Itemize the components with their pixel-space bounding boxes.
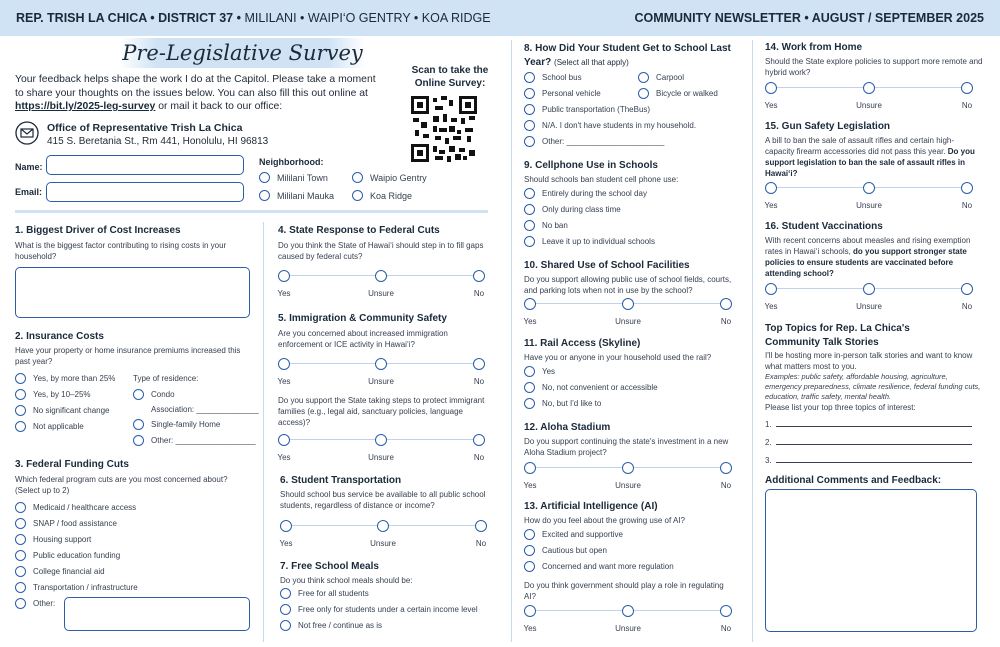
radio-icon <box>524 561 535 572</box>
scale-no[interactable] <box>720 605 732 617</box>
scale-yes-label: Yes <box>764 302 778 311</box>
q3-option[interactable]: College financial aid <box>15 566 105 577</box>
scale-no-label: No <box>961 201 973 210</box>
radio-icon <box>280 604 291 615</box>
scale-yes-label: Yes <box>277 289 291 298</box>
scale-unsure[interactable] <box>863 182 875 194</box>
q11-text: Have you or anyone in your household used the rail? <box>524 353 712 362</box>
scale-no[interactable] <box>720 298 732 310</box>
q1-answer-box[interactable] <box>15 267 250 318</box>
scale-no-label: No <box>720 624 732 633</box>
scale-no[interactable] <box>961 283 973 295</box>
radio-icon <box>133 389 144 400</box>
q2-text: Have your property or home insurance premiums increased this past year? <box>15 346 241 366</box>
q13-option[interactable]: Cautious but open <box>524 545 607 556</box>
scale-no-label: No <box>475 539 487 548</box>
q3-option[interactable]: Public education funding <box>15 550 120 561</box>
q10-scale <box>524 298 732 332</box>
scale-no-label: No <box>473 453 485 462</box>
q8-title: 8. How Did Your Student Get to School Last Year? (Select all that apply) <box>524 43 731 68</box>
scale-unsure-label: Unsure <box>368 453 394 462</box>
residence-association: Association: ______________ <box>151 405 259 414</box>
radio-icon <box>524 236 535 247</box>
topic-line-2[interactable]: 2. <box>765 437 972 448</box>
mail-icon <box>15 121 39 145</box>
scale-unsure-label: Unsure <box>615 481 641 490</box>
q3-option[interactable]: SNAP / food assistance <box>15 518 117 529</box>
q16-text: With recent concerns about measles and rising exemption rates in Hawai‘i schools, do you support stronger state policies to ensure students are vaccinated before attending school? <box>765 236 971 278</box>
q10-text: Do you support allowing public use of school fields, courts, and parking lots when not in use by the school? <box>524 275 732 295</box>
q4-text: Do you think the State of Hawai‘i should step in to fill gaps caused by federal cuts? <box>278 241 484 261</box>
scale-unsure[interactable] <box>377 520 389 532</box>
scale-unsure[interactable] <box>622 605 634 617</box>
scale-unsure[interactable] <box>375 434 387 446</box>
radio-icon <box>524 72 535 83</box>
scale-yes-label: Yes <box>523 481 537 490</box>
q2-option[interactable]: Yes, by 10–25% <box>15 389 91 400</box>
radio-icon <box>15 421 26 432</box>
q5-text: Are you concerned about increased immigration enforcement or ICE activity in Hawai‘i? <box>278 329 448 349</box>
scale-yes-label: Yes <box>279 539 293 548</box>
neighborhood-mililani-town[interactable]: Mililani Town <box>259 172 328 183</box>
q12-scale <box>524 462 732 496</box>
radio-icon <box>524 398 535 409</box>
scale-no-label: No <box>961 101 973 110</box>
q11-option[interactable]: No, but I'd like to <box>524 398 601 409</box>
q14-text: Should the State explore policies to support more remote and hybrid work? <box>765 57 983 77</box>
q3-option[interactable]: Transportation / infrastructure <box>15 582 138 593</box>
intro-paragraph: Your feedback helps shape the work I do at the Capitol. Please take a moment to share your thoughts on the issues below. You can also fill this out online at https://bit.ly/2025-leg-survey or mail it back to our office: <box>15 74 376 112</box>
scale-no-label: No <box>961 302 973 311</box>
q5-title: 5. Immigration & Community Safety <box>278 313 447 324</box>
q16-title: 16. Student Vaccinations <box>765 221 883 232</box>
newsletter-banner <box>0 0 1000 36</box>
q3-text: Which federal program cuts are you most concerned about? (Select up to 2) <box>15 475 228 495</box>
scale-unsure[interactable] <box>622 462 634 474</box>
q2-option[interactable]: Not applicable <box>15 421 84 432</box>
survey-script-title: Pre-Legislative Survey <box>120 38 365 68</box>
topics-text: I'll be hosting more in-person talk stories and want to know what matters most to you. <box>765 351 973 371</box>
scale-yes[interactable] <box>524 462 536 474</box>
scale-no[interactable] <box>473 270 485 282</box>
scale-unsure-label: Unsure <box>615 317 641 326</box>
column-divider <box>263 222 264 642</box>
column-divider <box>511 40 512 642</box>
scale-yes-label: Yes <box>764 101 778 110</box>
q13-title: 13. Artificial Intelligence (AI) <box>524 501 658 512</box>
q5-scale <box>278 358 485 392</box>
scale-yes[interactable] <box>524 605 536 617</box>
q7-title: 7. Free School Meals <box>280 561 379 572</box>
q2-title: 2. Insurance Costs <box>15 331 104 342</box>
q7-option[interactable]: Not free / continue as is <box>280 620 382 631</box>
comments-title: Additional Comments and Feedback: <box>765 475 942 486</box>
scale-no-label: No <box>473 289 485 298</box>
radio-icon <box>133 419 144 430</box>
scale-yes-label: Yes <box>764 201 778 210</box>
residence-label: Type of residence: <box>133 374 199 383</box>
scale-unsure-label: Unsure <box>856 201 882 210</box>
neighborhood-label: Neighborhood: <box>259 157 324 167</box>
scale-unsure[interactable] <box>622 298 634 310</box>
neighborhood-koa-ridge[interactable]: Koa Ridge <box>352 190 412 201</box>
residence-other[interactable]: Other: __________________ <box>133 435 256 446</box>
scale-yes[interactable] <box>765 283 777 295</box>
topics-instruction: Please list your top three topics of interest: <box>765 403 916 412</box>
q7-option[interactable]: Free only for students under a certain income level <box>280 604 478 615</box>
q11-title: 11. Rail Access (Skyline) <box>524 338 641 349</box>
comments-box[interactable] <box>765 489 977 632</box>
q13-scale <box>524 605 732 639</box>
qr-label: Scan to take the Online Survey: <box>411 65 489 89</box>
scale-unsure[interactable] <box>375 270 387 282</box>
q13-option[interactable]: Concerned and want more regulation <box>524 561 674 572</box>
q14-title: 14. Work from Home <box>765 42 863 53</box>
radio-icon <box>15 502 26 513</box>
q6-scale <box>280 520 487 554</box>
scale-no[interactable] <box>473 358 485 370</box>
section-divider <box>15 210 488 213</box>
radio-icon <box>638 72 649 83</box>
scale-no[interactable] <box>720 462 732 474</box>
scale-no-label: No <box>473 377 485 386</box>
radio-icon <box>15 518 26 529</box>
scale-yes[interactable] <box>765 182 777 194</box>
q12-text: Do you support continuing the state's investment in a new Aloha Stadium project? <box>524 437 729 457</box>
radio-icon <box>259 190 270 201</box>
banner-left: REP. TRISH LA CHICA • DISTRICT 37 • MILILANI • WAIPI‘O GENTRY • KOA RIDGE <box>16 11 491 25</box>
q11-option[interactable]: No, not convenient or accessible <box>524 382 658 393</box>
radio-icon <box>524 545 535 556</box>
q3-title: 3. Federal Funding Cuts <box>15 459 129 470</box>
radio-icon <box>133 435 144 446</box>
scale-unsure-label: Unsure <box>370 539 396 548</box>
radio-icon <box>15 534 26 545</box>
residence-condo[interactable]: Condo <box>133 389 175 400</box>
radio-icon <box>280 588 291 599</box>
radio-icon <box>15 550 26 561</box>
banner-right: COMMUNITY NEWSLETTER • AUGUST / SEPTEMBER 2025 <box>634 11 984 25</box>
office-name: Office of Representative Trish La Chica <box>47 122 243 134</box>
scale-unsure[interactable] <box>863 283 875 295</box>
q5-scale2 <box>278 434 485 468</box>
scale-yes-label: Yes <box>523 317 537 326</box>
q16-scale <box>765 283 973 317</box>
q6-title: 6. Student Transportation <box>280 475 402 486</box>
email-input[interactable] <box>46 182 244 202</box>
radio-icon <box>352 172 363 183</box>
q3-other-input[interactable] <box>64 597 250 631</box>
topic-line-1[interactable]: 1. <box>765 419 972 430</box>
scale-no[interactable] <box>473 434 485 446</box>
q15-title: 15. Gun Safety Legislation <box>765 121 891 132</box>
q5-text2: Do you support the State taking steps to protect immigrant families (e.g., legal aid, sanctuary policies, language access)? <box>278 396 485 427</box>
radio-icon <box>524 136 535 147</box>
scale-no-label: No <box>720 481 732 490</box>
q12-title: 12. Aloha Stadium <box>524 422 611 433</box>
q4-title: 4. State Response to Federal Cuts <box>278 225 440 236</box>
q3-option[interactable]: Housing support <box>15 534 91 545</box>
scale-unsure-label: Unsure <box>368 377 394 386</box>
scale-no[interactable] <box>961 182 973 194</box>
radio-icon <box>15 566 26 577</box>
q9-option[interactable]: Leave it up to individual schools <box>524 236 655 247</box>
q9-text: Should schools ban student cell phone use: <box>524 175 679 184</box>
scale-yes[interactable] <box>278 270 290 282</box>
radio-icon <box>524 382 535 393</box>
q4-scale <box>278 270 485 304</box>
scale-yes[interactable] <box>278 358 290 370</box>
radio-icon <box>15 405 26 416</box>
scale-unsure[interactable] <box>375 358 387 370</box>
q13-text: How do you feel about the growing use of AI? <box>524 516 685 525</box>
q3-option-other[interactable]: Other: <box>15 598 55 609</box>
q7-text: Do you think school meals should be: <box>280 576 413 585</box>
radio-icon <box>15 389 26 400</box>
q14-scale <box>765 82 973 116</box>
radio-icon <box>524 120 535 131</box>
q8-option[interactable]: Other: ______________________ <box>524 136 664 147</box>
scale-yes-label: Yes <box>277 377 291 386</box>
q2-option[interactable]: No significant change <box>15 405 110 416</box>
survey-link[interactable]: https://bit.ly/2025-leg-survey <box>15 101 156 112</box>
email-label: Email: <box>15 187 43 197</box>
q8-option[interactable]: Bicycle or walked <box>638 88 718 99</box>
residence-single-family[interactable]: Single-family Home <box>133 419 220 430</box>
radio-icon <box>524 220 535 231</box>
scale-unsure[interactable] <box>863 82 875 94</box>
name-input[interactable] <box>46 155 244 175</box>
q13-option[interactable]: Excited and supportive <box>524 529 623 540</box>
scale-unsure-label: Unsure <box>368 289 394 298</box>
office-address: 415 S. Beretania St., Rm 441, Honolulu, HI 96813 <box>47 136 269 147</box>
q2-option[interactable]: Yes, by more than 25% <box>15 373 115 384</box>
scale-yes-label: Yes <box>277 453 291 462</box>
q11-option[interactable]: Yes <box>524 366 555 377</box>
scale-yes[interactable] <box>765 82 777 94</box>
scale-no-label: No <box>720 317 732 326</box>
scale-no[interactable] <box>961 82 973 94</box>
q9-option[interactable]: Entirely during the school day <box>524 188 647 199</box>
topics-examples: Examples: public safety, affordable housing, agriculture, emergency preparedness, climate resilience, federal funding cuts, education, traffic safety, mental health. <box>765 372 981 401</box>
scale-no[interactable] <box>475 520 487 532</box>
scale-yes-label: Yes <box>523 624 537 633</box>
qr-code-image[interactable] <box>411 96 477 162</box>
radio-icon <box>524 366 535 377</box>
radio-icon <box>15 598 26 609</box>
q3-option[interactable]: Medicaid / healthcare access <box>15 502 136 513</box>
q6-text: Should school bus service be available to all public school students, regardless of distance or income? <box>280 490 486 510</box>
neighborhood-waipio-gentry[interactable]: Waipio Gentry <box>352 172 427 183</box>
name-label: Name: <box>15 162 43 172</box>
radio-icon <box>15 373 26 384</box>
radio-icon <box>15 582 26 593</box>
radio-icon <box>524 104 535 115</box>
topic-line-3[interactable]: 3. <box>765 455 972 466</box>
scale-unsure-label: Unsure <box>856 302 882 311</box>
radio-icon <box>638 88 649 99</box>
neighborhood-mililani-mauka[interactable]: Mililani Mauka <box>259 190 334 201</box>
q8-option[interactable]: N/A. I don't have students in my household. <box>524 120 696 131</box>
radio-icon <box>524 188 535 199</box>
q7-option[interactable]: Free for all students <box>280 588 369 599</box>
radio-icon <box>524 204 535 215</box>
radio-icon <box>259 172 270 183</box>
scale-unsure-label: Unsure <box>615 624 641 633</box>
q8-option[interactable]: Public transportation (TheBus) <box>524 104 650 115</box>
column-divider <box>752 40 753 642</box>
scale-yes[interactable] <box>524 298 536 310</box>
topics-title: Top Topics for Rep. La Chica's Community Talk Stories <box>765 323 910 348</box>
radio-icon <box>524 529 535 540</box>
q8-option[interactable]: School bus <box>524 72 582 83</box>
q15-text: A bill to ban the sale of assault rifles and certain high-capacity firearm accessories did not pass this year. Do you support legislation to ban the sale of assault rifles in Hawai‘i? <box>765 136 975 178</box>
q15-scale <box>765 182 973 216</box>
q8-option[interactable]: Personal vehicle <box>524 88 601 99</box>
q8-option[interactable]: Carpool <box>638 72 684 83</box>
scale-yes[interactable] <box>278 434 290 446</box>
radio-icon <box>524 88 535 99</box>
scale-unsure-label: Unsure <box>856 101 882 110</box>
q13-text2: Do you think government should play a role in regulating AI? <box>524 581 724 601</box>
q10-title: 10. Shared Use of School Facilities <box>524 260 690 271</box>
q1-title: 1. Biggest Driver of Cost Increases <box>15 225 181 236</box>
radio-icon <box>352 190 363 201</box>
q9-option[interactable]: Only during class time <box>524 204 621 215</box>
scale-yes[interactable] <box>280 520 292 532</box>
radio-icon <box>280 620 291 631</box>
q9-option[interactable]: No ban <box>524 220 568 231</box>
q9-title: 9. Cellphone Use in Schools <box>524 160 658 171</box>
q1-text: What is the biggest factor contributing to rising costs in your household? <box>15 241 227 261</box>
